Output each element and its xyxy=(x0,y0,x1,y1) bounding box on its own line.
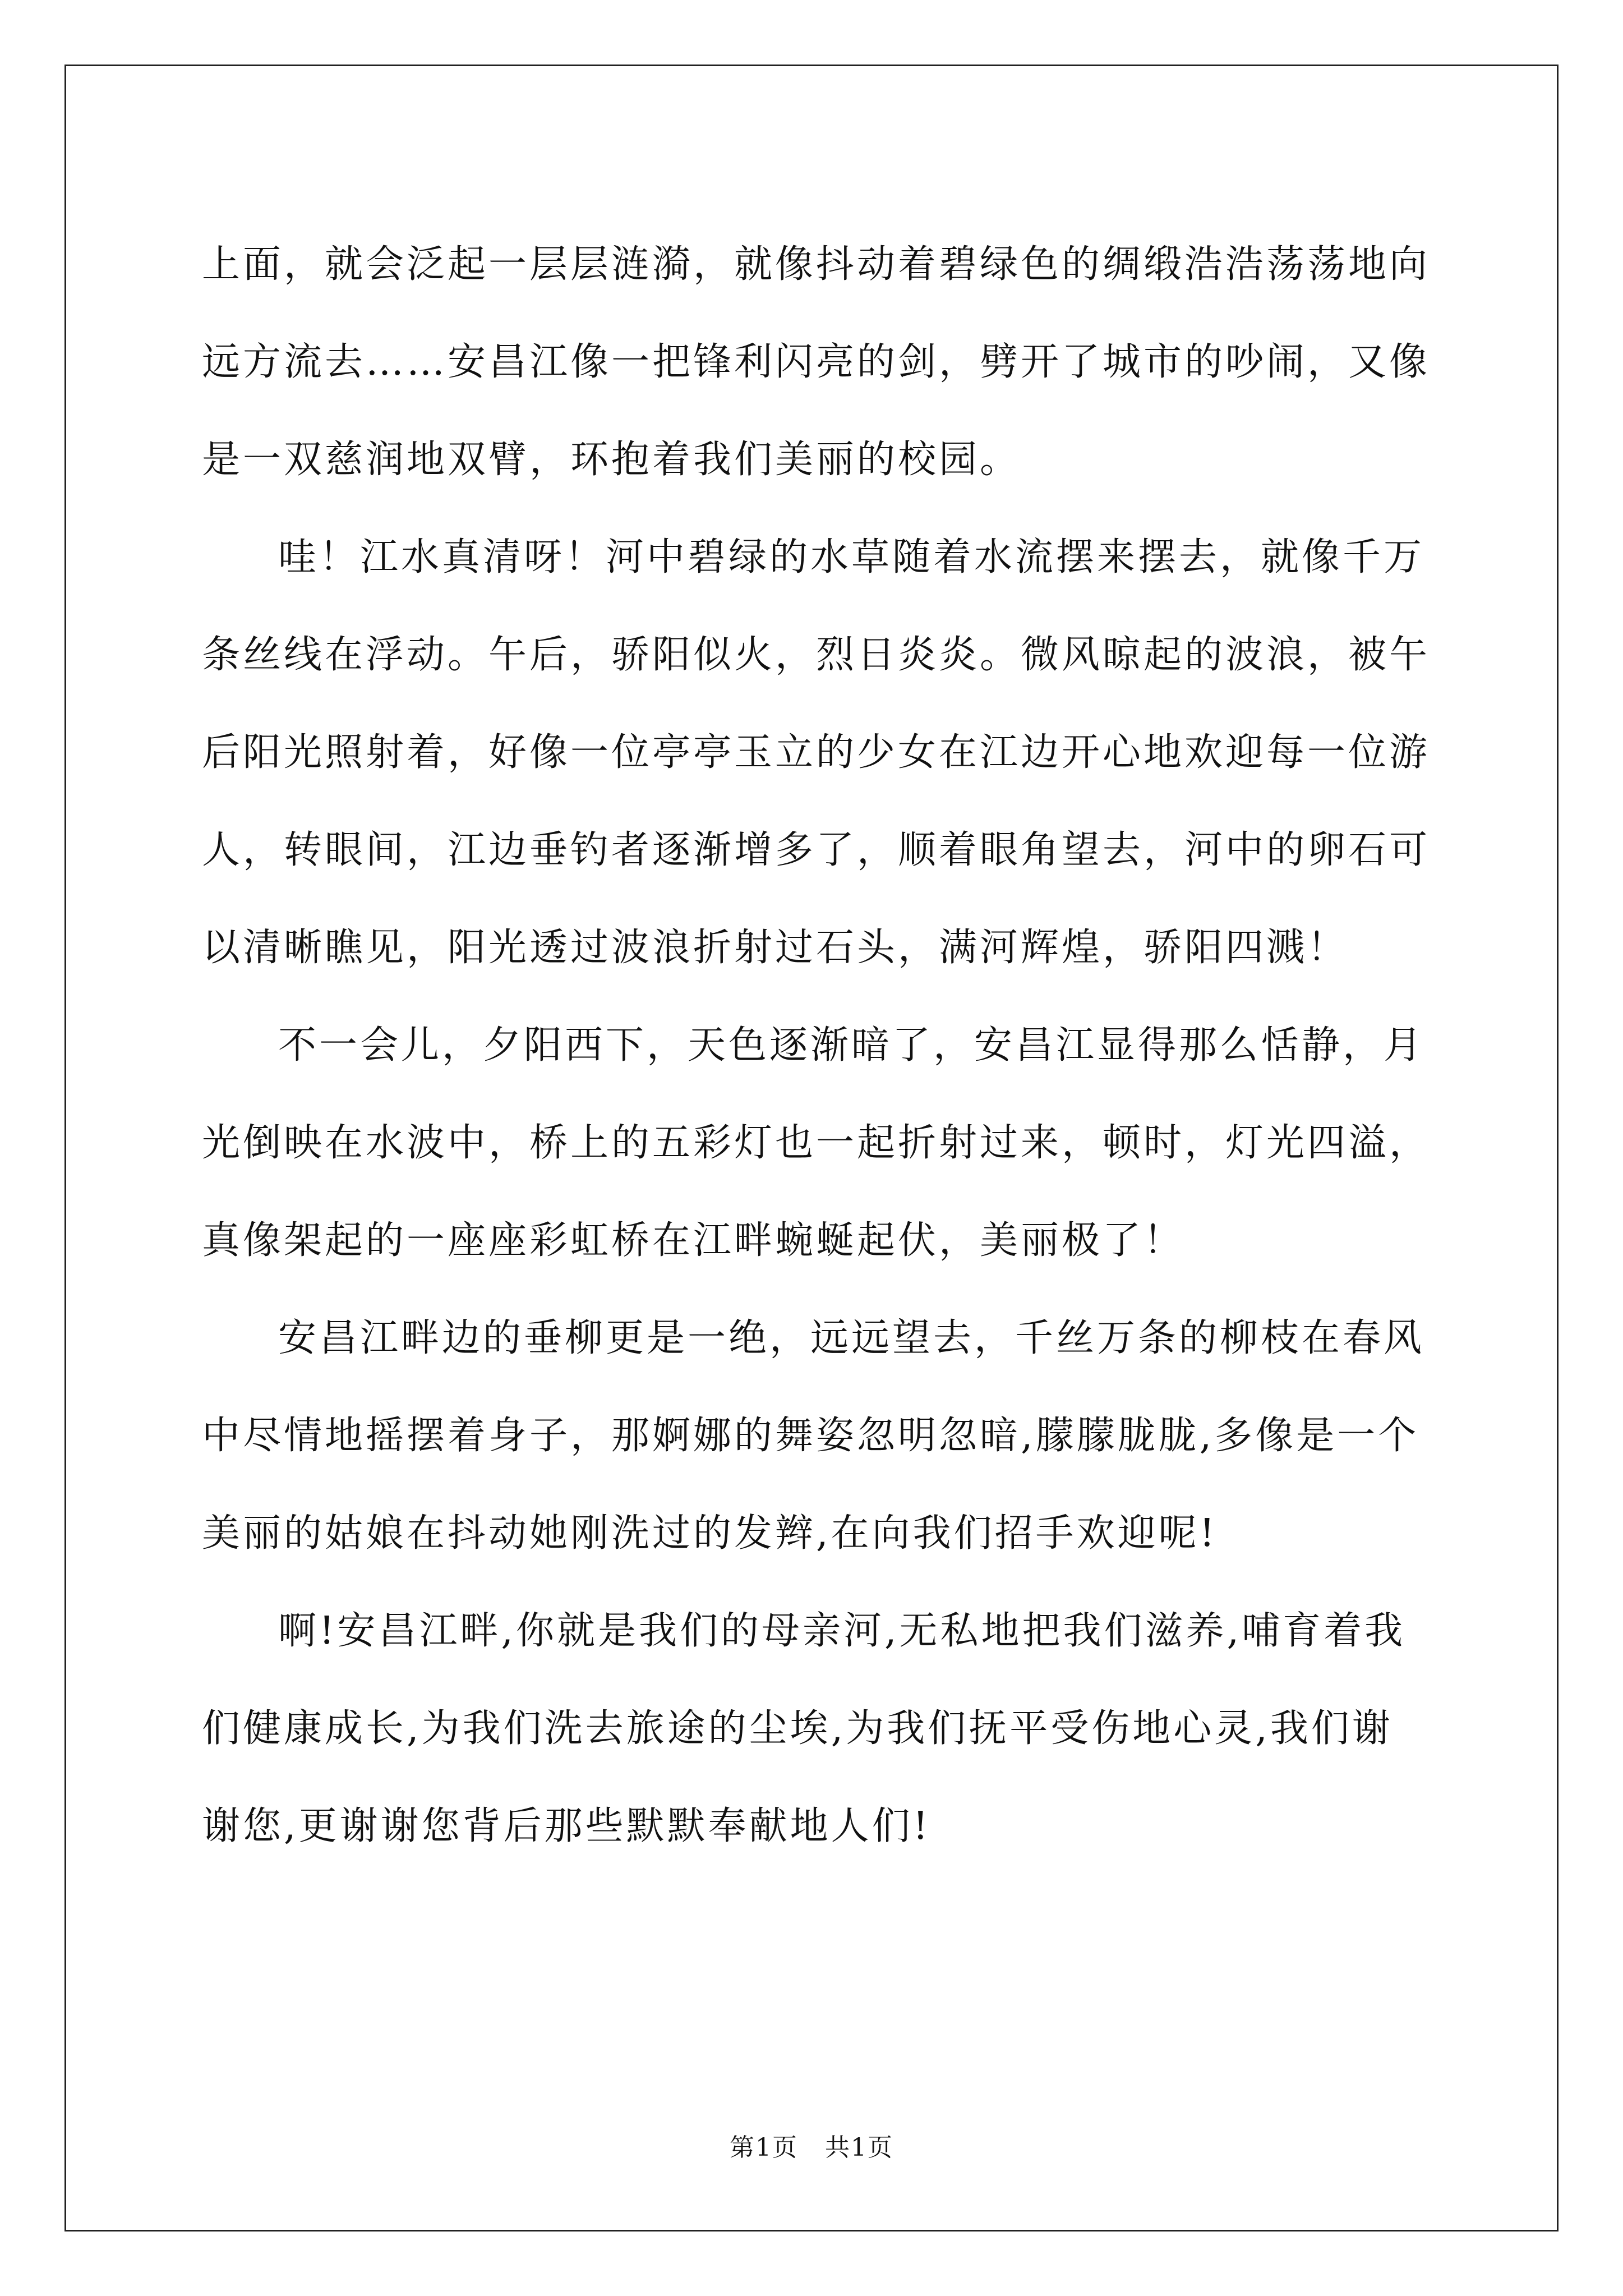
text-line: 真像架起的一座座彩虹桥在江畔蜿蜒起伏，美丽极了！ xyxy=(202,1218,1185,1263)
text-line: 是一双慈润地双臂，环抱着我们美丽的校园。 xyxy=(202,438,1021,482)
paragraph-start-line: 安昌江畔边的垂柳更是一绝，远远望去，千丝万条的柳枝在春风 xyxy=(278,1316,1425,1360)
text-line: 条丝线在浮动。午后，骄阳似火，烈日炎炎。微风晾起的波浪，被午 xyxy=(202,633,1431,677)
text-line: 人，转眼间，江边垂钓者逐渐增多了，顺着眼角望去，河中的卵石可 xyxy=(202,828,1431,872)
text-line: 以清晰瞧见，阳光透过波浪折射过石头，满河辉煌，骄阳四溅！ xyxy=(202,926,1349,970)
paragraph-start-line: 啊!安昌江畔,你就是我们的母亲河,无私地把我们滋养,哺育着我 xyxy=(278,1609,1406,1653)
text-line: 美丽的姑娘在抖动她刚洗过的发辫,在向我们招手欢迎呢! xyxy=(202,1511,1218,1556)
page-number-footer: 第1页 共1页 xyxy=(730,2133,893,2162)
text-line: 后阳光照射着，好像一位亭亭玉立的少女在江边开心地欢迎每一位游 xyxy=(202,730,1431,775)
text-line: 谢您,更谢谢您背后那些默默奉献地人们! xyxy=(202,1804,931,1848)
text-line: 上面，就会泛起一层层涟漪，就像抖动着碧绿色的绸缎浩浩荡荡地向 xyxy=(202,242,1431,287)
paragraph-start-line: 哇！江水真清呀！河中碧绿的水草随着水流摆来摆去，就像千万 xyxy=(278,535,1425,579)
text-line: 们健康成长,为我们洗去旅途的尘埃,为我们抚平受伤地心灵,我们谢 xyxy=(202,1706,1393,1751)
body-text xyxy=(202,216,1431,1875)
paragraph-start-line: 不一会儿，夕阳西下，天色逐渐暗了，安昌江显得那么恬静，月 xyxy=(278,1023,1425,1068)
text-line: 中尽情地摇摆着身子，那婀娜的舞姿忽明忽暗,朦朦胧胧,多像是一个 xyxy=(202,1414,1419,1458)
text-line: 远方流去……安昌江像一把锋利闪亮的剑，劈开了城市的吵闹，又像 xyxy=(202,340,1431,384)
text-line: 光倒映在水波中，桥上的五彩灯也一起折射过来，顿时，灯光四溢， xyxy=(202,1121,1431,1165)
